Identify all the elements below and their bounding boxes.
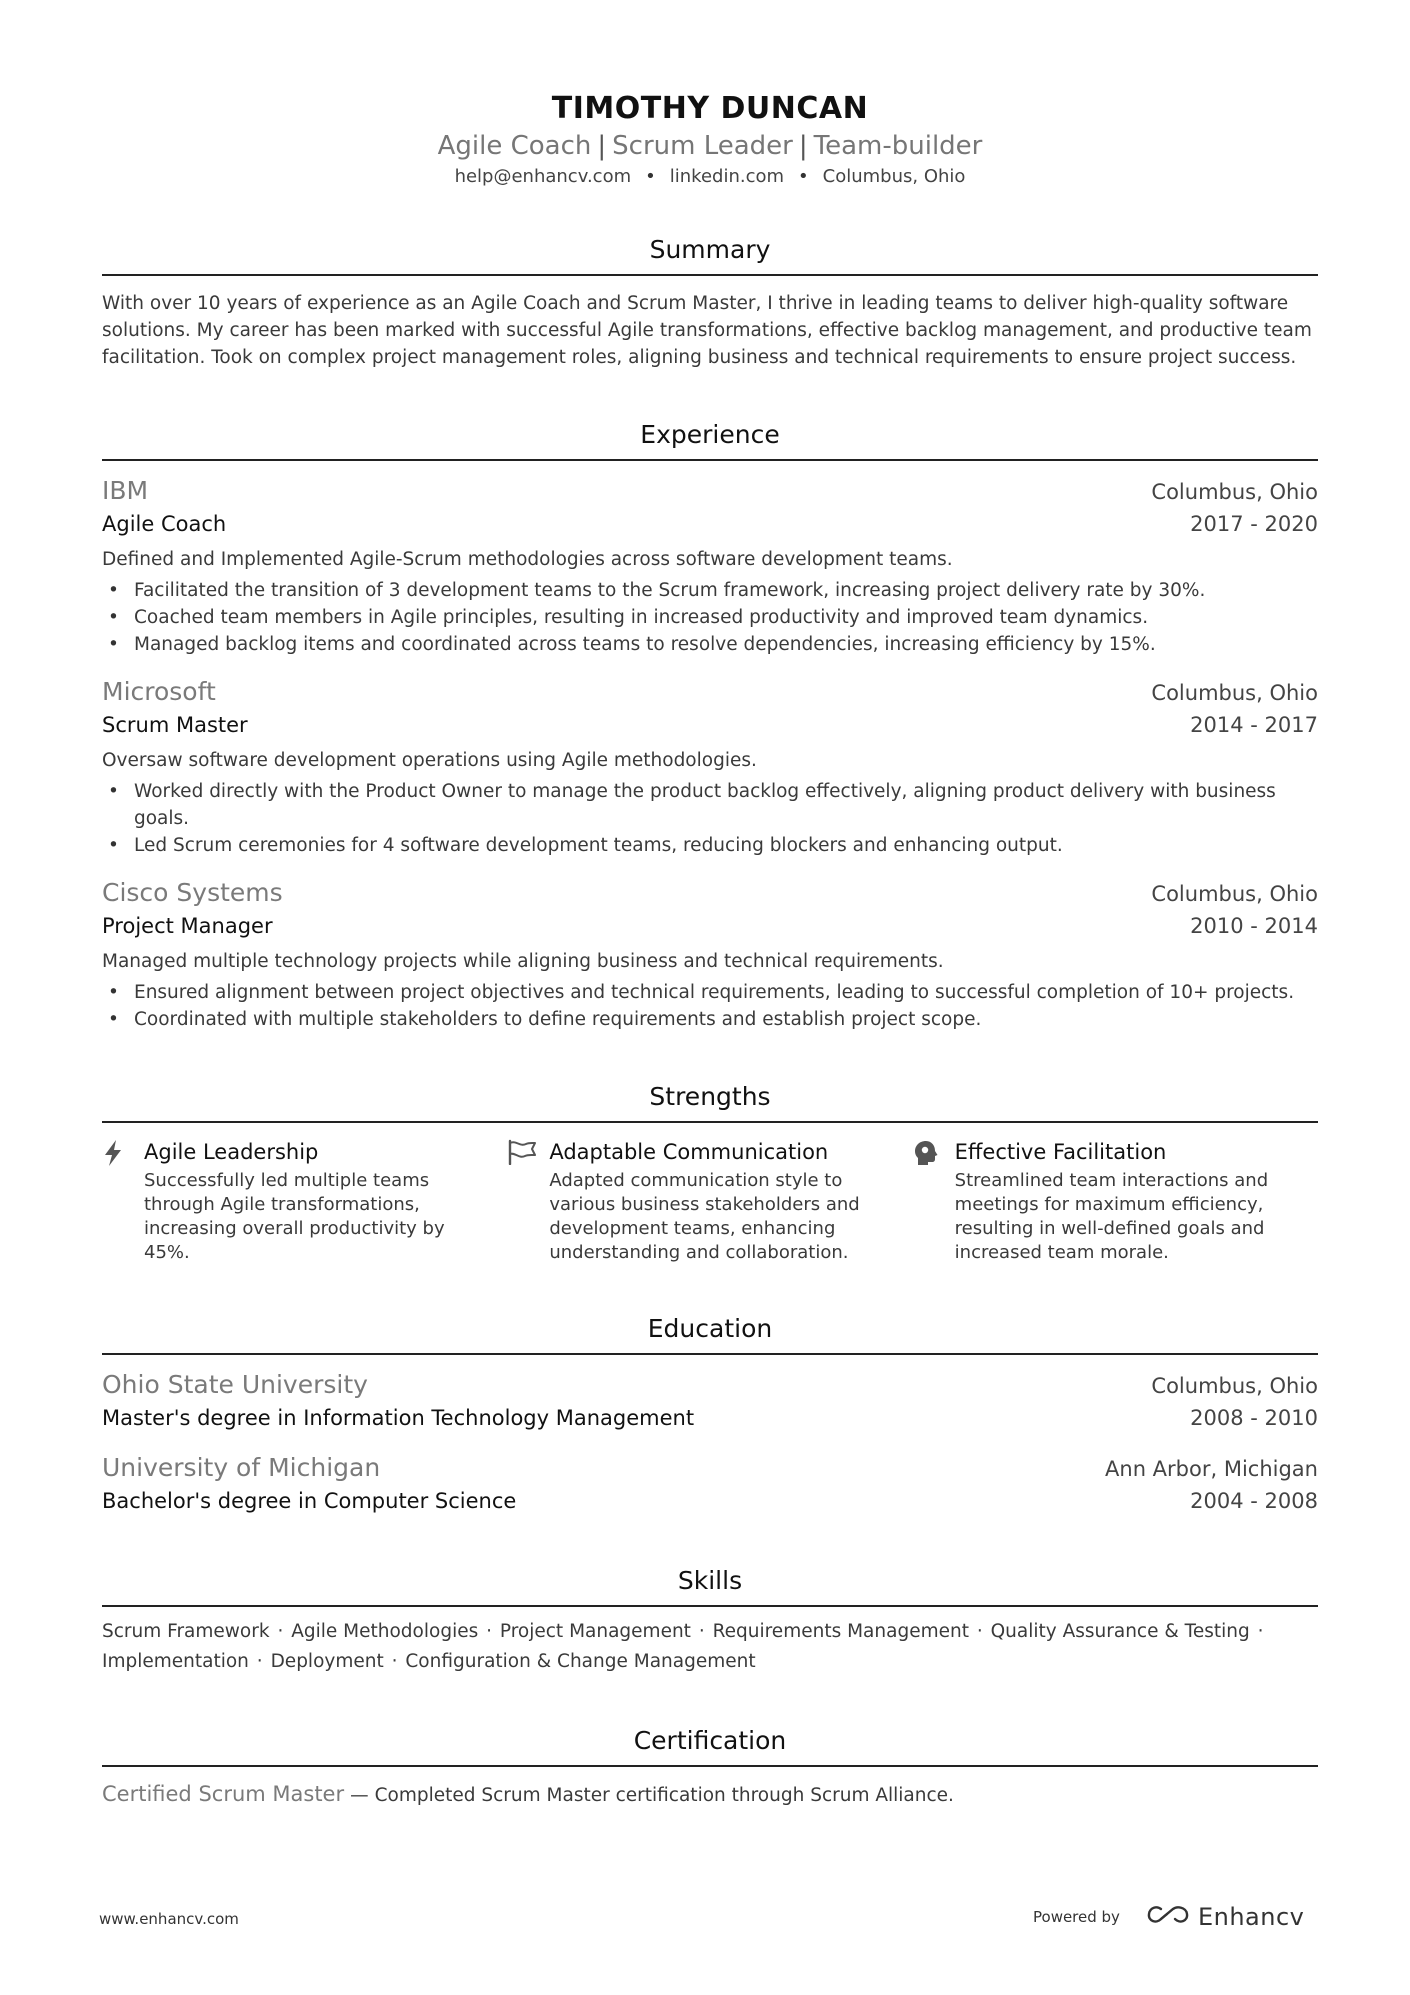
contact-separator: •	[798, 166, 809, 187]
strength-description: Successfully led multiple teams through Agile transformations, increasing overall productivity by 45%.	[144, 1170, 445, 1263]
skill-separator: ·	[970, 1621, 989, 1642]
strengths-section	[102, 1081, 1318, 1265]
skill-item: Implementation	[102, 1651, 249, 1672]
degree-name: Bachelor's degree in Computer Science	[102, 1489, 517, 1513]
strength-title: Agile Leadership	[144, 1140, 319, 1164]
school-name: Ohio State University	[102, 1370, 368, 1399]
skill-item: Configuration & Change Management	[405, 1651, 756, 1672]
lightning-icon	[102, 1137, 144, 1265]
bullet-item: • Ensured alignment between project objectives and technical requirements, leading to successful completion of 10+ projects.	[102, 979, 1318, 1006]
experience-entry	[102, 877, 1318, 1033]
section-heading-education: Education	[102, 1313, 1318, 1355]
strength-description: Streamlined team interactions and meetings for maximum efficiency, resulting in well-defined goals and increased team morale.	[954, 1170, 1269, 1263]
contact-location: Columbus, Ohio	[822, 166, 966, 187]
job-location: Columbus, Ohio	[1151, 480, 1318, 504]
strength-item	[102, 1137, 507, 1265]
headline-titles	[102, 128, 1318, 164]
experience-section	[102, 419, 1318, 1033]
head-icon	[913, 1137, 955, 1265]
certification-name: Certified Scrum Master	[102, 1782, 345, 1806]
skill-item: Deployment	[270, 1651, 384, 1672]
summary-section	[102, 234, 1318, 371]
flag-icon	[507, 1137, 549, 1265]
bullet-item: • Coordinated with multiple stakeholders to define requirements and establish project scope.	[102, 1006, 1318, 1033]
contact-info	[102, 164, 1318, 190]
education-dates: 2008 - 2010	[1190, 1406, 1318, 1430]
job-bullets	[102, 778, 1318, 859]
strengths-grid	[102, 1137, 1318, 1265]
job-description: Defined and Implemented Agile-Scrum methodologies across software development teams.	[102, 549, 953, 570]
strength-item	[913, 1137, 1318, 1265]
education-entry	[102, 1452, 1318, 1517]
certification-section	[102, 1725, 1318, 1811]
certification-dash: —	[350, 1785, 369, 1806]
skill-separator: ·	[692, 1621, 711, 1642]
strength-item	[507, 1137, 912, 1265]
job-description: Managed multiple technology projects while aligning business and technical requirements.	[102, 951, 944, 972]
school-location: Columbus, Ohio	[1151, 1374, 1318, 1398]
job-dates: 2014 - 2017	[1190, 713, 1318, 737]
strength-title: Effective Facilitation	[954, 1140, 1167, 1164]
skill-separator: ·	[271, 1621, 290, 1642]
bullet-item: • Facilitated the transition of 3 development teams to the Scrum framework, increasing project delivery rate by 30%.	[102, 577, 1318, 604]
headline-title: Scrum Leader	[612, 131, 793, 161]
title-separator: |	[597, 131, 607, 161]
certification-entry	[102, 1779, 1318, 1811]
experience-entry	[102, 676, 1318, 859]
job-dates: 2017 - 2020	[1190, 512, 1318, 536]
education-section	[102, 1313, 1318, 1517]
section-heading-strengths: Strengths	[102, 1081, 1318, 1123]
bullet-item: • Managed backlog items and coordinated across teams to resolve dependencies, increasing efficiency by 15%.	[102, 631, 1318, 658]
school-location: Ann Arbor, Michigan	[1105, 1457, 1318, 1481]
section-heading-certification: Certification	[102, 1725, 1318, 1767]
skill-item: Agile Methodologies	[291, 1621, 479, 1642]
company-name: Microsoft	[102, 677, 216, 706]
job-bullets	[102, 979, 1318, 1033]
company-name: Cisco Systems	[102, 878, 283, 907]
title-separator: |	[798, 131, 808, 161]
strength-description: Adapted communication style to various business stakeholders and development teams, enhancing understanding and collaboration.	[549, 1170, 860, 1263]
skills-list	[102, 1617, 1318, 1677]
skill-separator: ·	[250, 1651, 269, 1672]
powered-by-label: Powered by	[1033, 1908, 1120, 1926]
footer-branding	[1033, 1903, 1304, 1931]
job-title: Scrum Master	[102, 713, 248, 737]
job-location: Columbus, Ohio	[1151, 882, 1318, 906]
skill-item: Scrum Framework	[102, 1621, 270, 1642]
job-description: Oversaw software development operations using Agile methodologies.	[102, 750, 757, 771]
job-bullets	[102, 577, 1318, 658]
bullet-item: • Led Scrum ceremonies for 4 software development teams, reducing blockers and enhancing output.	[102, 832, 1318, 859]
candidate-name: TIMOTHY DUNCAN	[551, 91, 869, 126]
skill-item: Project Management	[499, 1621, 691, 1642]
resume-page	[102, 92, 1318, 1811]
section-heading-skills: Skills	[102, 1565, 1318, 1607]
headline-title: Agile Coach	[437, 131, 592, 161]
brand-name: Enhancv	[1197, 1903, 1305, 1931]
resume-header	[102, 92, 1318, 190]
contact-linkedin[interactable]: linkedin.com	[669, 166, 785, 187]
contact-separator: •	[645, 166, 656, 187]
degree-name: Master's degree in Information Technology Management	[102, 1406, 695, 1430]
summary-text: With over 10 years of experience as an Agile Coach and Scrum Master, I thrive in leading teams to deliver high-quality software solutions. My career has been marked with successful Agile transformations, effective backlog management, and productive team facilitation. Took on complex project management roles, aligning business and technical requirements to ensure project success.	[102, 293, 1312, 368]
skills-section	[102, 1565, 1318, 1677]
bullet-item: • Coached team members in Agile principles, resulting in increased productivity and improved team dynamics.	[102, 604, 1318, 631]
headline-title: Team-builder	[813, 131, 983, 161]
education-entry	[102, 1369, 1318, 1434]
job-location: Columbus, Ohio	[1151, 681, 1318, 705]
skill-separator: ·	[385, 1651, 404, 1672]
job-title: Project Manager	[102, 914, 273, 938]
education-dates: 2004 - 2008	[1190, 1489, 1318, 1513]
footer-website[interactable]: www.enhancv.com	[99, 1910, 239, 1928]
section-heading-experience: Experience	[102, 419, 1318, 461]
skill-separator: ·	[480, 1621, 498, 1642]
enhancv-logo-icon	[1146, 1904, 1190, 1930]
strength-title: Adaptable Communication	[549, 1140, 829, 1164]
school-name: University of Michigan	[102, 1453, 381, 1482]
skill-item: Requirements Management	[712, 1621, 969, 1642]
skill-separator: ·	[1251, 1621, 1264, 1642]
company-name: IBM	[102, 476, 149, 505]
section-heading-summary: Summary	[102, 234, 1318, 276]
experience-entry	[102, 475, 1318, 658]
contact-email[interactable]: help@enhancv.com	[454, 166, 632, 187]
job-dates: 2010 - 2014	[1190, 914, 1318, 938]
certification-description: Completed Scrum Master certification through Scrum Alliance.	[374, 1785, 954, 1806]
bullet-item: • Worked directly with the Product Owner to manage the product backlog effectively, aligning product delivery with business goals.	[102, 778, 1318, 832]
job-title: Agile Coach	[102, 512, 227, 536]
skill-item: Quality Assurance & Testing	[990, 1621, 1250, 1642]
